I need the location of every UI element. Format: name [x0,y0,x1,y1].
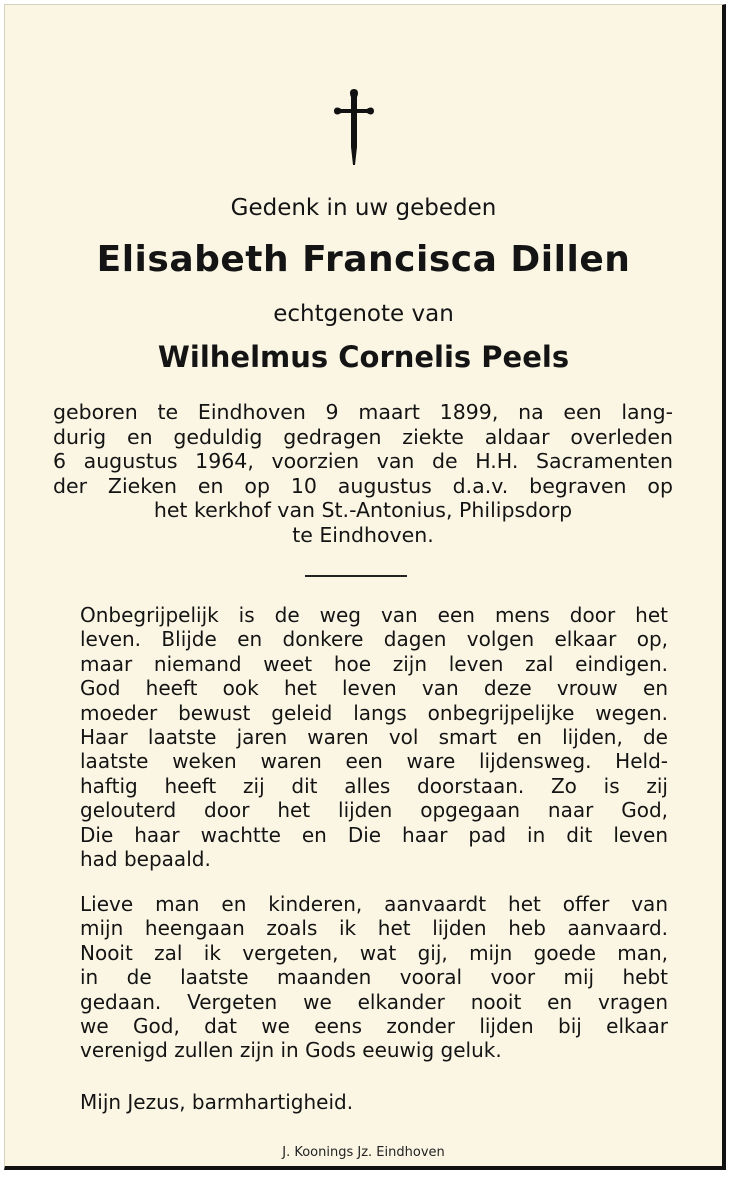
spouse-name: Wilhelmus Cornelis Peels [157,340,570,374]
bio-line: der Zieken en op 10 augustus d.a.v. begraven op [53,473,673,498]
biography [53,400,673,547]
paragraph-line: laatste weken waren een ware lijdensweg. Held- [80,749,668,774]
memorial-card [4,4,726,1170]
paragraph-line: leven. Blijde en donkere dagen volgen elkaar op, [80,627,668,652]
paragraph-line: moeder bewust geleid langs onbegrijpelijke wegen. [80,700,668,725]
paragraph-line: we God, dat we eens zonder lijden bij elkaar [80,1014,668,1039]
paragraph-line: in de laatste maanden vooral voor mij hebt [80,965,668,990]
paragraph-line: Die haar wachtte en Die haar pad in dit leven [80,822,668,847]
meditation-paragraph [80,603,668,871]
paragraph-line: Nooit zal ik vergeten, wat gij, mijn goede man, [80,940,668,965]
closing-prayer: Mijn Jezus, barmhartigheid. [80,1090,354,1114]
bio-line: geboren te Eindhoven 9 maart 1899, na een lang- [53,400,673,424]
bio-line: te Eindhoven. [292,522,434,547]
paragraph-line: Haar laatste jaren waren vol smart en lijden, de [80,725,668,750]
prayer-heading: Gedenk in uw gebeden [230,195,497,221]
paragraph-line: Onbegrijpelijk is de weg van een mens door het [80,603,668,627]
bio-line: het kerkhof van St.-Antonius, Philipsdorp [153,498,573,522]
paragraph-line: gedaan. Vergeten we elkander nooit en vragen [80,989,668,1014]
paragraph-line: gelouterd door het lijden opgegaan naar God, [80,798,668,823]
paragraph-line: Lieve man en kinderen, aanvaardt het offer van [80,892,668,916]
deceased-name: Elisabeth Francisca Dillen [96,239,631,280]
farewell-paragraph [80,892,668,1063]
paragraph-line: haftig heeft zij dit alles doorstaan. Zo is zij [80,773,668,798]
bio-line: 6 augustus 1964, voorzien van de H.H. Sacramenten [53,449,673,473]
paragraph-line: verenigd zullen zijn in Gods eeuwig geluk. [80,1038,502,1063]
divider [305,575,407,577]
paragraph-line: had bepaald. [80,847,211,872]
relation-text: echtgenote van [273,301,454,327]
paragraph-line: maar niemand weet hoe zijn leven zal eindigen. [80,651,668,676]
printer-credit: J. Koonings Jz. Eindhoven [282,1145,445,1160]
paragraph-line: God heeft ook het leven van deze vrouw en [80,676,668,701]
bio-line: durig en geduldig gedragen ziekte aldaar overleden [53,424,673,449]
cross-icon [333,87,375,167]
paragraph-line: mijn heengaan zoals ik het lijden heb aanvaard. [80,916,668,941]
